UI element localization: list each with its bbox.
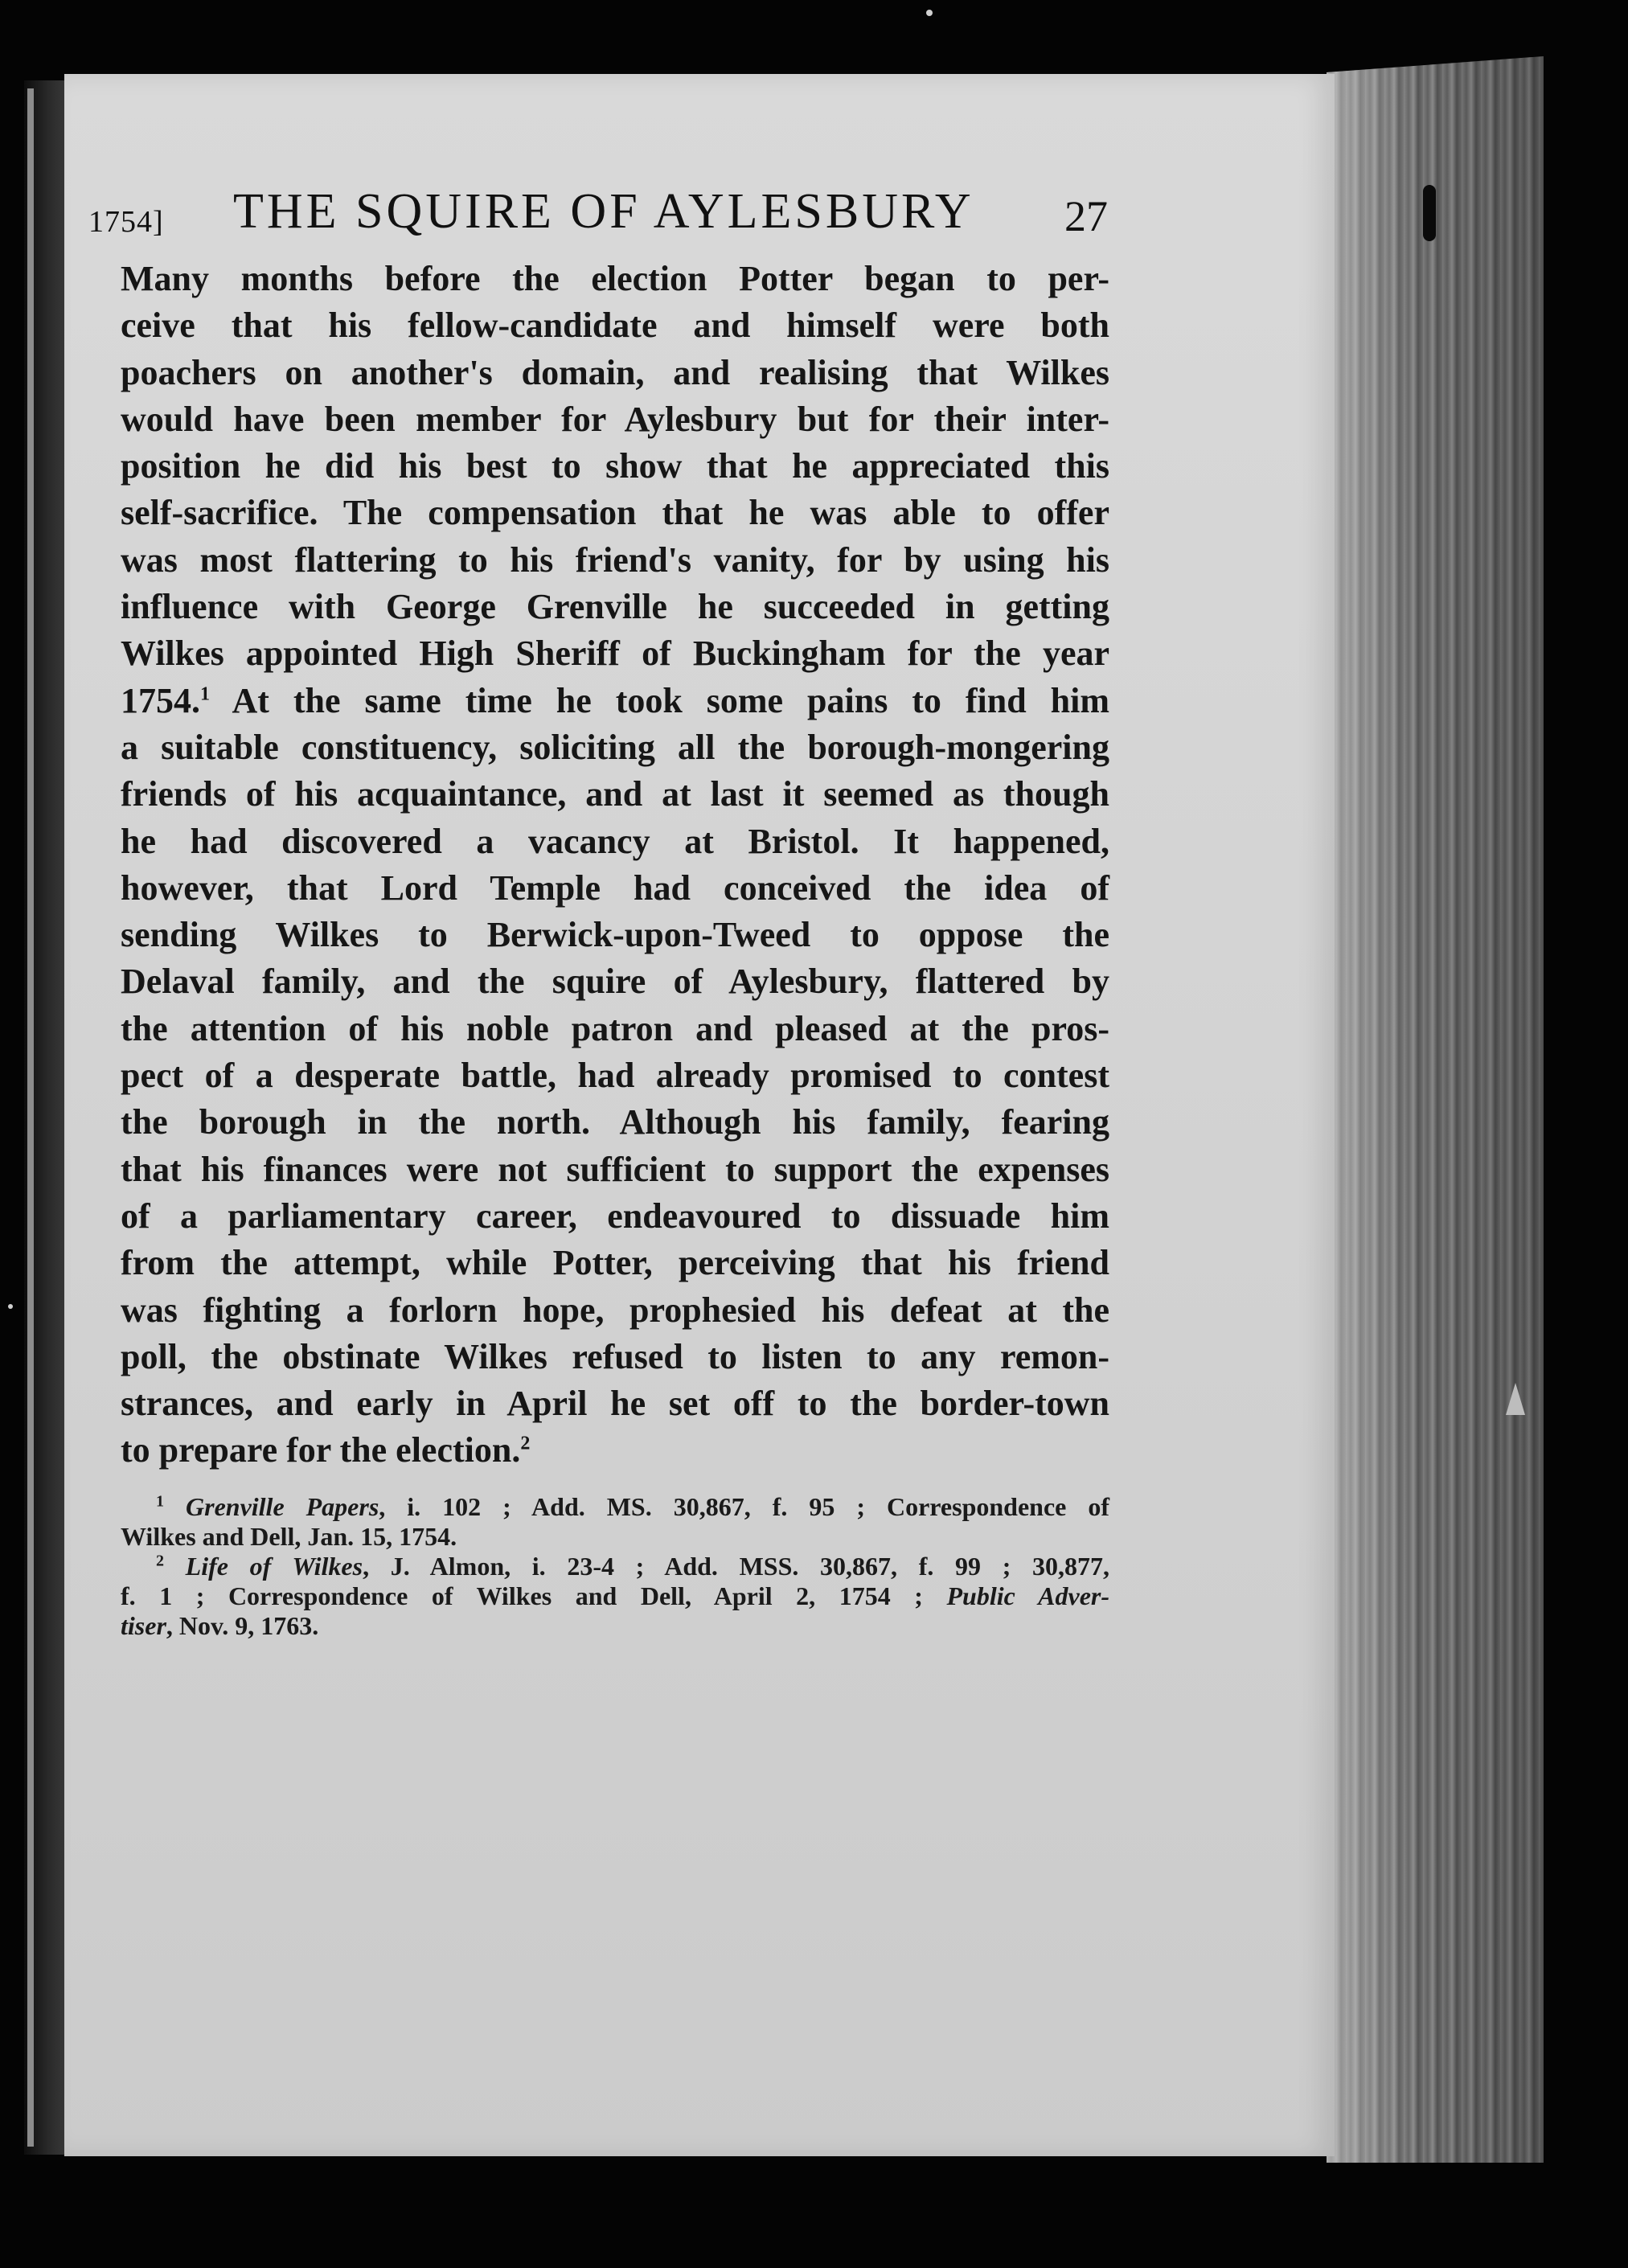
text-line: strances, and early in April he set off to the border-town xyxy=(121,1384,1109,1424)
text-line: the attention of his noble patron and pleased at the pros- xyxy=(121,1008,1109,1048)
text-line xyxy=(121,1427,1109,1474)
running-head-year: 1754] xyxy=(88,205,164,239)
footnote-marker: 1 xyxy=(156,1492,164,1511)
text-line: sending Wilkes to Berwick-upon-Tweed to oppose the xyxy=(121,915,1109,955)
footnote-1-cont: Wilkes and Dell, Jan. 15, 1754. xyxy=(121,1522,457,1551)
footnote-marker: 2 xyxy=(156,1552,164,1570)
text-line: Delaval family, and the squire of Aylesbury, flattered by xyxy=(121,962,1109,1002)
text-line-rest: At the same time he took some pains to find him xyxy=(210,680,1109,720)
footnote-text: , Nov. 9, 1763. xyxy=(166,1611,319,1640)
text-line: pect of a desperate battle, had already promised to contest xyxy=(121,1056,1109,1096)
text-line: of a parliamentary career, endeavoured to dissuade him xyxy=(121,1196,1109,1236)
text-line: Wilkes appointed High Sheriff of Buckingham for the year xyxy=(121,634,1109,674)
footnote-source-title: Life of Wilkes xyxy=(185,1552,363,1581)
text-line xyxy=(121,678,1109,724)
footnote-ref: 1 xyxy=(200,683,210,705)
text-line-start: to prepare for the election. xyxy=(121,1430,521,1470)
footnotes xyxy=(121,1492,1109,1641)
footnote-source-title: tiser xyxy=(121,1611,166,1640)
text-line: however, that Lord Temple had conceived the idea of xyxy=(121,867,1109,908)
page-notch xyxy=(1506,1383,1525,1415)
text-line: poachers on another's domain, and realising that Wilkes xyxy=(121,352,1109,392)
page-stack-shading xyxy=(1327,56,1544,2163)
footnote-1 xyxy=(121,1492,1109,1522)
text-line: position he did his best to show that he appreciated this xyxy=(121,446,1109,486)
dust-speck xyxy=(8,1304,13,1309)
footnote-text: , i. 102 ; Add. MS. 30,867, f. 95 ; Correspondence of xyxy=(379,1492,1110,1521)
text-line-start: 1754. xyxy=(121,680,200,720)
footnote-2-cont xyxy=(121,1581,1109,1611)
text-line: that his finances were not sufficient to support the expenses xyxy=(121,1149,1109,1189)
footnote-text: , J. Almon, i. 23-4 ; Add. MSS. 30,867, f. 99 ; 30,877, xyxy=(363,1552,1110,1581)
dust-speck xyxy=(926,10,933,16)
footnote-source-title: Grenville Papers xyxy=(186,1492,379,1521)
body-paragraph xyxy=(121,256,1109,1474)
text-line: poll, the obstinate Wilkes refused to listen to any remon- xyxy=(121,1336,1109,1376)
text-line: he had discovered a vacancy at Bristol. It happened, xyxy=(121,821,1109,861)
text-line: ceive that his fellow-candidate and himself were both xyxy=(121,306,1109,346)
footnote-text: f. 1 ; Correspondence of Wilkes and Dell, April 2, 1754 ; xyxy=(121,1581,923,1610)
running-head-title: THE SQUIRE OF AYLESBURY xyxy=(233,184,974,239)
spine-highlight xyxy=(27,88,34,2147)
text-line: a suitable constituency, soliciting all the borough-mongering xyxy=(121,727,1109,767)
text-line: was most flattering to his friend's vanity, for by using his xyxy=(121,539,1109,580)
page-number: 27 xyxy=(1064,192,1108,240)
text-line: self-sacrifice. The compensation that he was able to offer xyxy=(121,493,1109,533)
text-line: would have been member for Aylesbury but for their inter- xyxy=(121,399,1109,439)
ribbon-mark xyxy=(1423,185,1436,241)
running-head xyxy=(88,183,1108,240)
text-line: from the attempt, while Potter, perceiving that his friend xyxy=(121,1243,1109,1283)
footnote-2 xyxy=(121,1552,1109,1581)
text-line: influence with George Grenville he succeeded in getting xyxy=(121,587,1109,627)
footnote-2-end xyxy=(121,1611,1109,1641)
footnote-source-title: Public Adver- xyxy=(946,1581,1110,1610)
text-line: Many months before the election Potter began to per- xyxy=(121,259,1109,298)
text-line: the borough in the north. Although his family, fearing xyxy=(121,1102,1109,1142)
footnote-ref: 2 xyxy=(520,1433,531,1454)
text-line: friends of his acquaintance, and at last it seemed as though xyxy=(121,774,1109,814)
text-line: was fighting a forlorn hope, prophesied his defeat at the xyxy=(121,1290,1109,1330)
